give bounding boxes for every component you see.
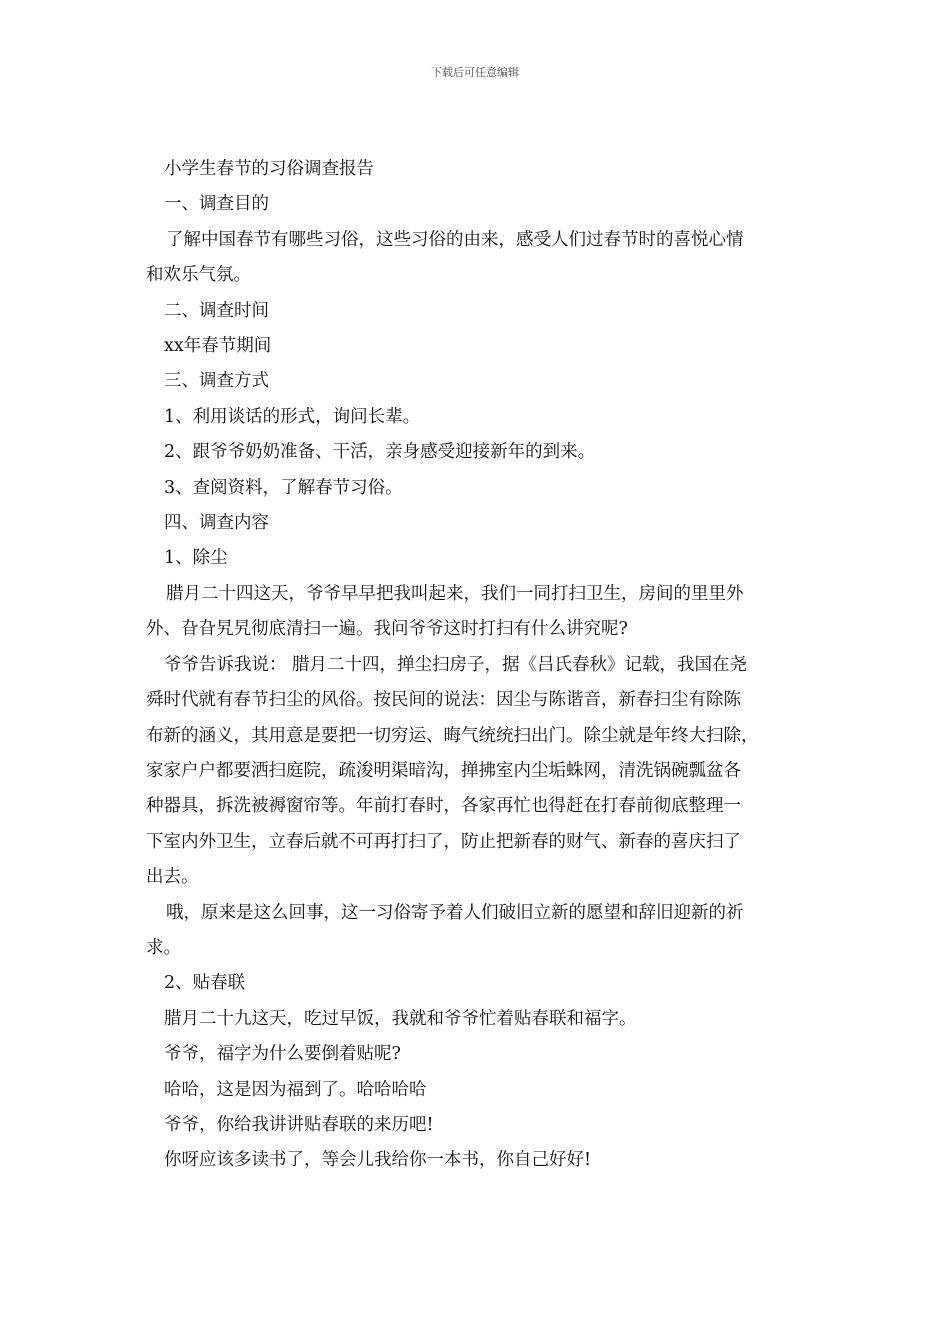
section-heading-time: 二、调查时间 (164, 300, 269, 321)
paragraph-line: 家家户户都要洒扫庭院，疏浚明渠暗沟，掸拂室内尘垢蛛网，清洗锅碗瓢盆各 (146, 760, 741, 781)
paragraph-line: 爷爷告诉我说： 腊月二十四，掸尘扫房子，据《吕氏春秋》记载，我国在尧 (164, 654, 748, 675)
paragraph-line: 哦，原来是这么回事，这一习俗寄予着人们破旧立新的愿望和辞旧迎新的祈 (166, 902, 744, 923)
method-item: 1、利用谈话的形式，询问长辈。 (164, 406, 421, 427)
paragraph-line: 下室内外卫生，立春后就不可再打扫了，防止把新春的财气、新春的喜庆扫了 (146, 831, 741, 852)
paragraph-line: 和欢乐气氛。 (146, 265, 251, 286)
dialogue-line: 爷爷，你给我讲讲贴春联的来历吧! (164, 1114, 434, 1135)
document-body (146, 152, 806, 1179)
section-heading-method: 三、调查方式 (164, 371, 269, 392)
paragraph-line: 了解中国春节有哪些习俗，这些习俗的由来，感受人们过春节时的喜悦心情 (166, 229, 744, 250)
method-item: 2、跟爷爷奶奶准备、干活，亲身感受迎接新年的到来。 (164, 442, 596, 463)
subheading-dusting: 1、除尘 (164, 548, 228, 569)
section-heading-content: 四、调查内容 (164, 513, 269, 534)
paragraph-line: 求。 (146, 937, 181, 958)
method-item: 3、查阅资料，了解春节习俗。 (164, 477, 403, 498)
paragraph-line: 种器具，拆洗被褥窗帘等。年前打春时，各家再忙也得赶在打春前彻底整理一 (146, 796, 741, 817)
dialogue-line: 爷爷，福字为什么要倒着贴呢? (164, 1044, 401, 1065)
paragraph-line: 舜时代就有春节扫尘的风俗。按民间的说法：因尘与陈谐音，新春扫尘有除陈 (146, 690, 741, 711)
document-title: 小学生春节的习俗调查报告 (164, 159, 374, 179)
paragraph-line: 腊月二十四这天，爷爷早早把我叫起来，我们一同打扫卫生，房间的里里外 (166, 583, 744, 604)
dialogue-line: 你呀应该多读书了，等会儿我给你一本书，你自己好好! (164, 1150, 592, 1171)
dialogue-line: 哈哈，这是因为福到了。哈哈哈哈 (164, 1079, 427, 1100)
survey-time-text: xx年春节期间 (164, 336, 272, 357)
page-header: 下载后可任意编辑 (431, 66, 519, 79)
paragraph-line: 出去。 (146, 867, 199, 888)
subheading-couplets: 2、贴春联 (164, 973, 246, 994)
section-heading-purpose: 一、调查目的 (164, 194, 269, 215)
paragraph-line: 外、旮旮旯旯彻底清扫一遍。我问爷爷这时打扫有什么讲究呢? (146, 619, 628, 640)
paragraph-line: 布新的涵义，其用意是要把一切穷运、晦气统统扫出门。除尘就是年终大扫除， (146, 725, 759, 746)
paragraph-line: 腊月二十九这天，吃过早饭，我就和爷爷忙着贴春联和福字。 (164, 1008, 637, 1029)
